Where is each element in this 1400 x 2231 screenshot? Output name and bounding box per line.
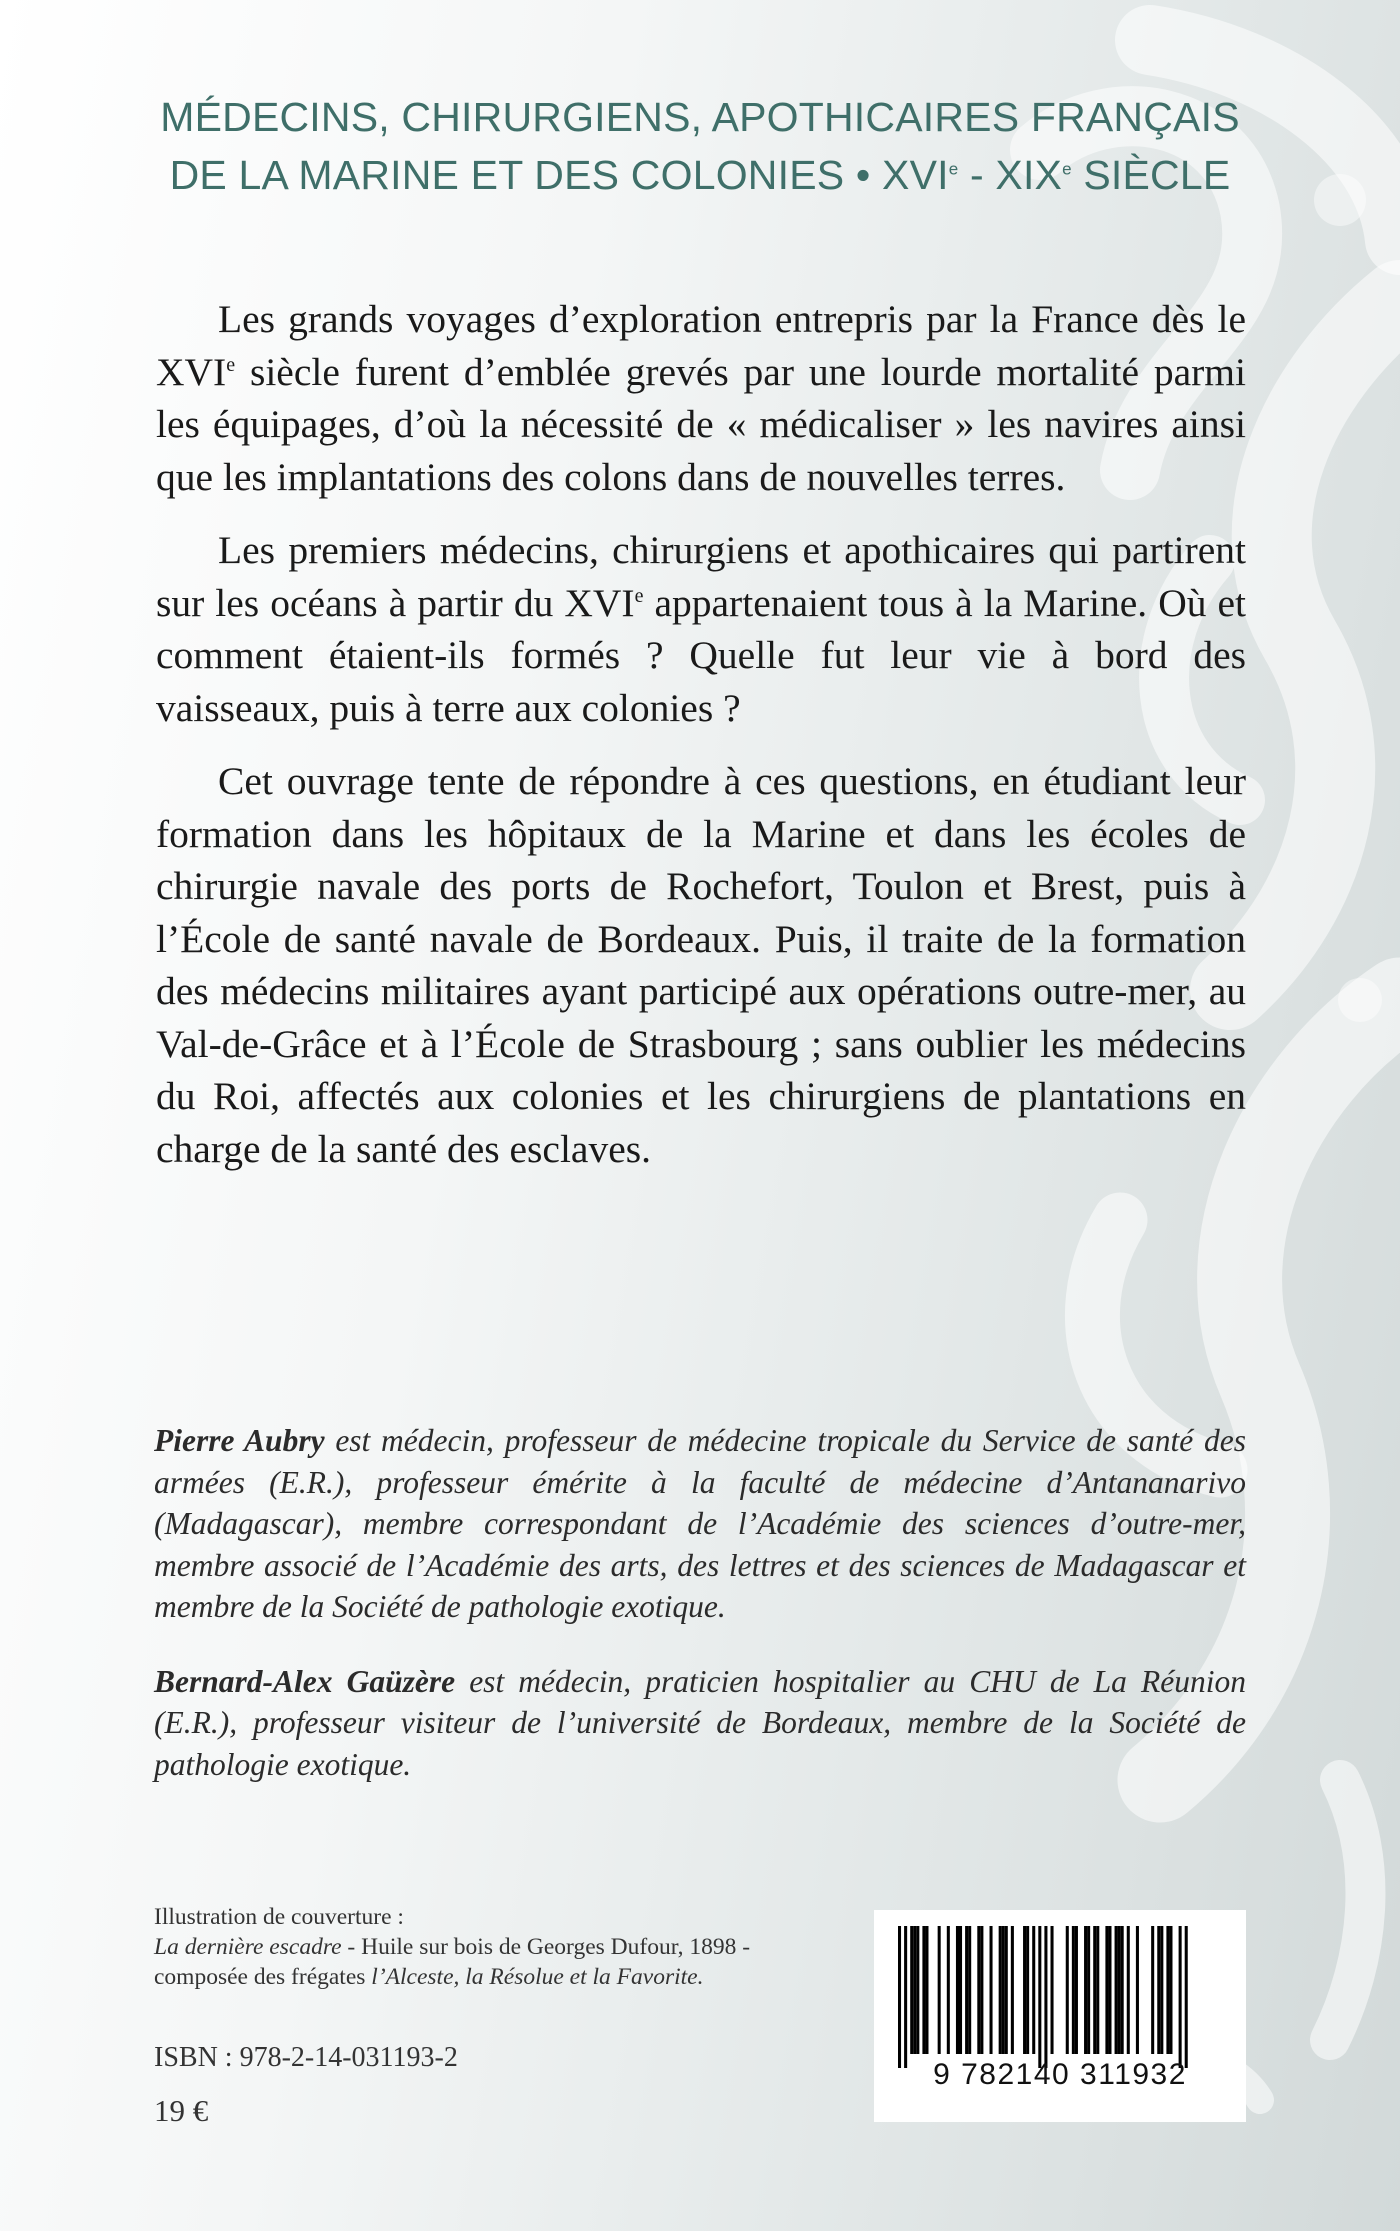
barcode-bar	[990, 1926, 993, 2054]
barcode-bar	[1096, 1926, 1099, 2054]
barcode-bar	[965, 1926, 968, 2054]
series-title-line-1: MÉDECINS, CHIRURGIENS, APOTHICAIRES FRANÇAIS	[160, 94, 1240, 140]
author-name: Pierre Aubry	[154, 1423, 325, 1458]
barcode-bar	[1026, 1926, 1029, 2054]
blurb-paragraph-2: Les premiers médecins, chirurgiens et apothicaires qui partirent sur les océans à partir du XVIe appartenaient tous à la Marine. Où et comment étaient-ils formés ? Quelle fut leur vie à bord des vaisseaux, puis à terre aux colonies ?	[156, 528, 1247, 730]
barcode-bar	[938, 1926, 941, 2054]
barcode-bar	[1032, 1926, 1035, 2054]
barcode-bar	[1105, 1926, 1108, 2054]
barcode-bar	[1093, 1926, 1096, 2054]
barcode-bar	[1121, 1926, 1124, 2054]
barcode-bar	[1051, 1926, 1054, 2054]
barcode-bar	[1108, 1926, 1111, 2054]
barcode-bar	[1127, 1926, 1130, 2054]
blurb-paragraph-1: Les grands voyages d’exploration entrepris par la France dès le XVIe siècle furent d’emblée grevés par une lourde mortalité parmi les équipages, d’où la nécessité de « médicaliser » les navires ainsi que les implantations des colons dans de nouvelles terres.	[156, 297, 1246, 499]
barcode-bar	[947, 1926, 950, 2054]
author-bios	[154, 1420, 1246, 1818]
barcode-bar	[1166, 1926, 1169, 2054]
barcode-digits: 9 782140 311932	[933, 2058, 1187, 2091]
barcode-bar	[1038, 1926, 1041, 2068]
series-title	[60, 88, 1340, 204]
author-bio-1: Pierre Aubry est médecin, professeur de médecine tropicale du Service de santé des armées (E.R.), professeur émérite à la faculté de médecine d’Antananarivo (Madagascar), membre correspondant de l’Académie des sciences d’outre-mer, membre associé de l’Académie des arts, des lettres et des sciences de Madagascar et membre de la Société de pathologie exotique.	[154, 1423, 1247, 1624]
barcode-bar	[898, 1926, 901, 2068]
blurb	[156, 293, 1246, 1196]
barcode-bar	[977, 1926, 980, 2054]
barcode-bar	[959, 1926, 962, 2054]
barcode-bar	[904, 1926, 907, 2068]
author-bio-2: Bernard-Alex Gaüzère est médecin, praticien hospitalier au CHU de La Réunion (E.R.), professeur visiteur de l’université de Bordeaux, membre de la Société de pathologie exotique.	[154, 1663, 1246, 1782]
barcode-bar	[980, 1926, 983, 2054]
barcode-bar	[1157, 1926, 1160, 2054]
barcode-bar	[1005, 1926, 1008, 2054]
barcode	[874, 1910, 1246, 2122]
barcode-bar	[1072, 1926, 1075, 2054]
barcode-bar	[1151, 1926, 1154, 2054]
barcode-bar	[1002, 1926, 1005, 2054]
cover-credits	[154, 1902, 874, 1992]
barcode-bar	[1075, 1926, 1078, 2054]
barcode-bar	[1066, 1926, 1069, 2054]
barcode-bar	[1087, 1926, 1090, 2054]
credits-ships: composée des frégates l’Alceste, la Résolue et la Favorite.	[154, 1964, 704, 1990]
barcode-bar	[1011, 1926, 1014, 2054]
isbn: ISBN : 978-2-14-031193-2	[154, 2042, 458, 2073]
barcode-bar	[1118, 1926, 1121, 2054]
barcode-bar	[910, 1926, 913, 2054]
series-title-line-2: DE LA MARINE ET DES COLONIES • XVIe - XIXe SIÈCLE	[169, 152, 1231, 198]
credits-heading: Illustration de couverture :	[154, 1904, 404, 1930]
barcode-bar	[1160, 1926, 1163, 2054]
barcode-bar	[913, 1926, 916, 2054]
barcode-bar	[916, 1926, 919, 2054]
barcode-bar	[1023, 1926, 1026, 2054]
barcode-bar	[925, 1926, 928, 2054]
barcode-bar	[1115, 1926, 1118, 2054]
author-name: Bernard-Alex Gaüzère	[154, 1663, 456, 1699]
barcode-bar	[922, 1926, 925, 2054]
barcode-bar	[1169, 1926, 1172, 2054]
barcode-bar	[1044, 1926, 1047, 2068]
credits-painting: La dernière escadre - Huile sur bois de Georges Dufour, 1898 -	[154, 1934, 751, 1960]
barcode-bar	[1136, 1926, 1139, 2054]
barcode-bar	[1185, 1926, 1188, 2068]
barcode-bar	[999, 1926, 1002, 2054]
price: 19 €	[154, 2093, 209, 2128]
barcode-bar	[1084, 1926, 1087, 2054]
blurb-paragraph-3: Cet ouvrage tente de répondre à ces questions, en étudiant leur formation dans les hôpitaux de la Marine et dans les écoles de chirurgie navale des ports de Rochefort, Toulon et Brest, puis à l’École de santé navale de Bordeaux. Puis, il traite de la formation des médecins militaires ayant participé aux opérations outre-mer, au Val-de-Grâce et à l’École de Strasbourg ; sans oublier les médecins du Roi, affectés aux colonies et les chirurgiens de plantations en charge de la santé des esclaves.	[156, 759, 1246, 1171]
barcode-bar	[956, 1926, 959, 2054]
barcode-bar	[1179, 1926, 1182, 2068]
barcode-bar	[968, 1926, 971, 2054]
